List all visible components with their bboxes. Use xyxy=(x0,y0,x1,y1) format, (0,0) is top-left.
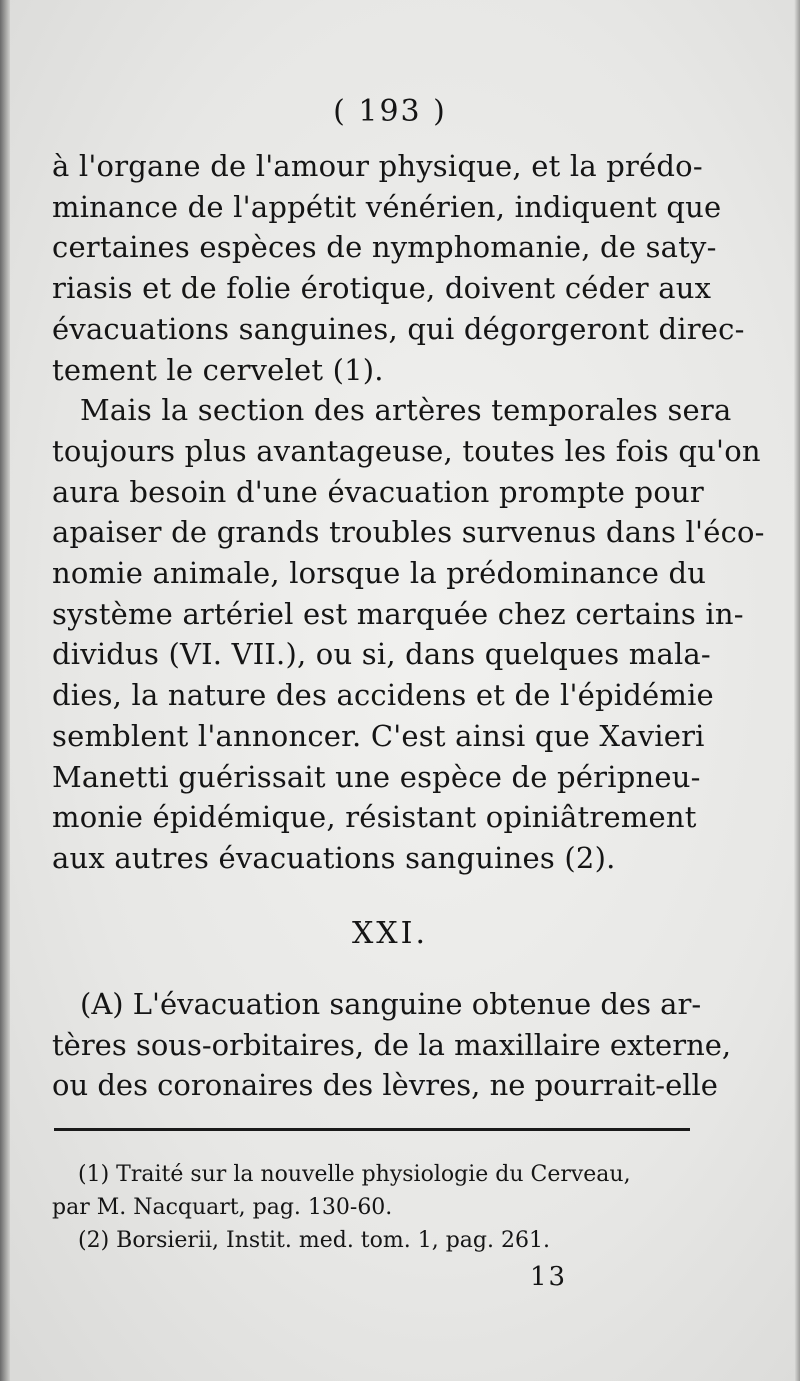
text-line: certaines espèces de nymphomanie, de saty- xyxy=(52,230,717,265)
text-line: (A) L'évacuation sanguine obtenue des ar- xyxy=(80,987,702,1021)
signature-mark: 13 xyxy=(530,1262,568,1292)
page-edge-right xyxy=(794,0,800,1381)
paragraph-1 xyxy=(52,146,745,390)
page-number-header: ( 193 ) xyxy=(333,94,447,129)
text-line: système artériel est marquée chez certains in- xyxy=(52,596,744,631)
text-line: toujours plus avantageuse, toutes les fois qu'on xyxy=(52,433,761,468)
text-line: évacuations sanguines, qui dégorgeront direc- xyxy=(52,311,745,346)
text-line: nomie animale, lorsque la prédominance du xyxy=(52,556,707,591)
text-line: ou des coronaires des lèvres, ne pourrait-elle xyxy=(52,1068,718,1103)
text-line: aux autres évacuations sanguines (2). xyxy=(52,840,616,875)
text-line: semblent l'annoncer. C'est ainsi que Xavieri xyxy=(52,718,705,753)
footnote-2: (2) Borsierii, Instit. med. tom. 1, pag. 261. xyxy=(78,1228,550,1253)
text-line: riasis et de folie érotique, doivent céder aux xyxy=(52,271,712,306)
text-line: dividus (VI. VII.), ou si, dans quelques mala- xyxy=(52,637,711,672)
text-line: minance de l'appétit vénérien, indiquent que xyxy=(52,189,722,224)
text-line: Mais la section des artères temporales sera xyxy=(80,393,732,428)
section-heading: XXI. xyxy=(351,916,429,951)
text-line: tement le cervelet (1). xyxy=(52,352,384,387)
paragraph-3 xyxy=(52,984,732,1106)
text-line: tères sous-orbitaires, de la maxillaire externe, xyxy=(52,1027,732,1062)
footnotes xyxy=(52,1158,692,1257)
text-line: aura besoin d'une évacuation prompte pour xyxy=(52,474,704,509)
text-line: dies, la nature des accidens et de l'épidémie xyxy=(52,678,714,713)
footnote-1-cont: par M. Nacquart, pag. 130-60. xyxy=(52,1195,393,1220)
text-line: apaiser de grands troubles survenus dans l'éco- xyxy=(52,515,765,550)
main-text xyxy=(52,146,765,879)
footnote-rule xyxy=(54,1128,690,1131)
footnote-1: (1) Traité sur la nouvelle physiologie du Cerveau, xyxy=(78,1162,631,1187)
text-line: Manetti guérissait une espèce de péripneu- xyxy=(52,759,701,794)
text-line: à l'organe de l'amour physique, et la prédo- xyxy=(52,149,703,183)
text-line: monie épidémique, résistant opiniâtrement xyxy=(52,800,697,835)
paragraph-2 xyxy=(52,390,765,878)
page-edge-left xyxy=(0,0,10,1381)
